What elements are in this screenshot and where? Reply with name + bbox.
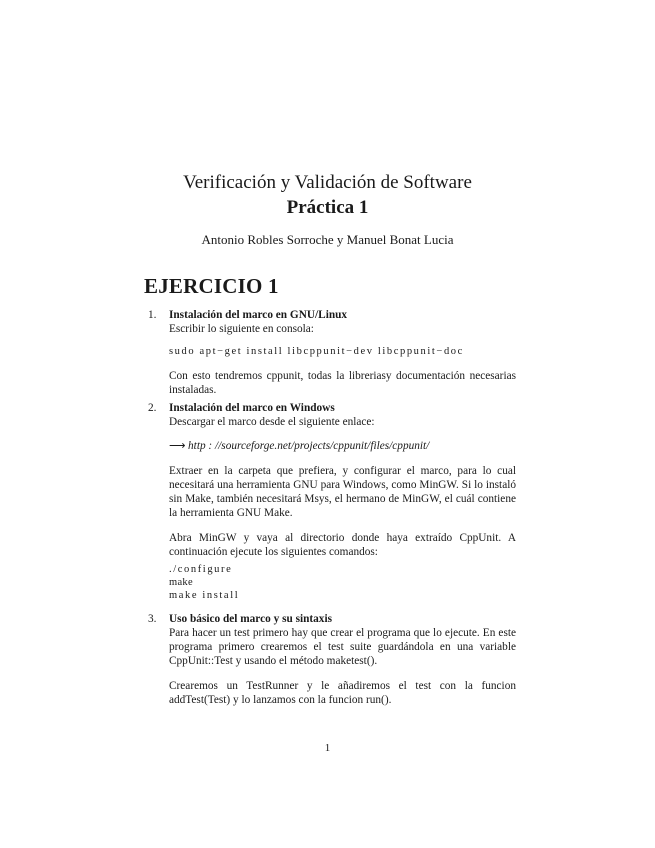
item-paragraph: Abra MinGW y vaya al directorio donde haya extraído CppUnit. A continuación ejecute los siguientes comandos: bbox=[169, 532, 516, 558]
document-title: Verificación y Validación de Software bbox=[183, 172, 472, 193]
item-title: Uso básico del marco y su sintaxis bbox=[169, 613, 332, 625]
item-title: Instalación del marco en GNU/Linux bbox=[169, 309, 348, 321]
item-number: 1. bbox=[148, 309, 157, 321]
item-paragraph: Descargar el marco desde el siguiente enlace: bbox=[169, 416, 375, 428]
document-subtitle: Práctica 1 bbox=[286, 197, 369, 218]
item-paragraph: Extraer en la carpeta que prefiera, y configurar el marco, para lo cual necesitará una herramienta GNU para Windows, como MinGW. Si lo instaló sin Make, también necesitará Msys, el hermano de MinGW, el cuál contiene la herramienta GNU Make. bbox=[169, 465, 516, 519]
item-paragraph: Para hacer un test primero hay que crear el programa que lo ejecute. En este programa primero crearemos el test suite guardándola en una variable CppUnit::Test y usando el método maketest(). bbox=[169, 627, 516, 667]
item-title: Instalación del marco en Windows bbox=[169, 402, 335, 414]
list-item bbox=[148, 308, 516, 397]
link-line bbox=[169, 439, 516, 453]
code-line: make install bbox=[169, 590, 240, 601]
section-heading: EJERCICIO 1 bbox=[144, 274, 279, 298]
arrow-icon: ⟶ bbox=[169, 440, 186, 452]
list-item bbox=[148, 612, 516, 707]
item-paragraph: Con esto tendremos cppunit, todas la libreriasy documentación necesarias instaladas. bbox=[169, 370, 516, 396]
document-authors: Antonio Robles Sorroche y Manuel Bonat Lucia bbox=[201, 232, 454, 247]
item-paragraph: Crearemos un TestRunner y le añadiremos el test con la funcion addTest(Test) y lo lanzamos con la funcion run(). bbox=[169, 680, 516, 706]
download-link[interactable]: http : //sourceforge.net/projects/cppunit/files/cppunit/ bbox=[188, 440, 430, 452]
code-line: ./configure bbox=[169, 564, 233, 575]
exercise-list bbox=[148, 308, 516, 711]
page-number: 1 bbox=[324, 742, 331, 754]
list-item bbox=[148, 401, 516, 608]
item-number: 3. bbox=[148, 613, 157, 625]
code-line: make bbox=[169, 577, 193, 588]
code-line: sudo apt−get install libcppunit−dev libcppunit−doc bbox=[169, 346, 464, 357]
item-paragraph: Escribir lo siguiente en consola: bbox=[169, 323, 314, 335]
item-number: 2. bbox=[148, 402, 157, 414]
